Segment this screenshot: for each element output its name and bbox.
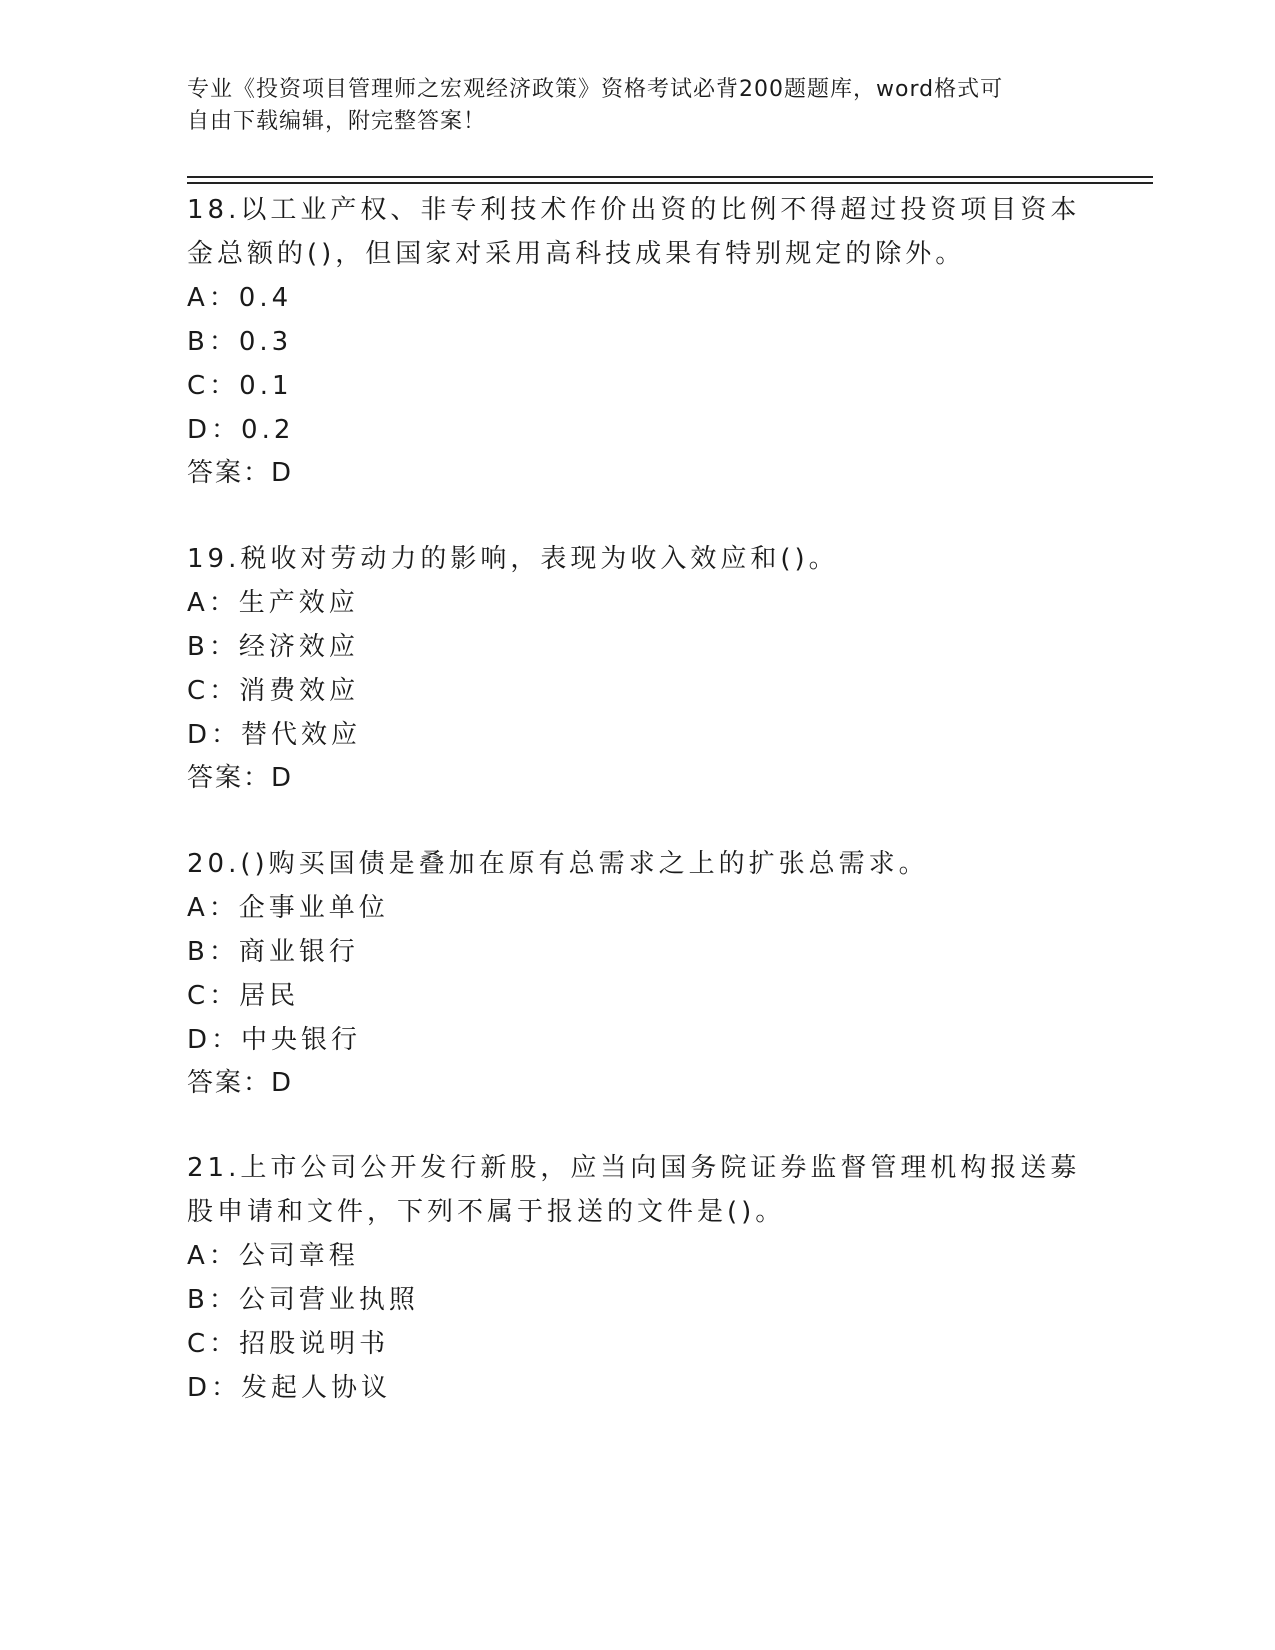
- document-header: [187, 74, 1067, 138]
- option-d: D：0.2: [187, 415, 295, 445]
- question-21: [187, 1146, 1087, 1410]
- option-b: B：经济效应: [187, 632, 359, 662]
- question-20: [187, 842, 1087, 1104]
- option-c: C：居民: [187, 981, 300, 1011]
- answer-value: D: [271, 458, 294, 488]
- question-19: [187, 537, 1087, 799]
- question-text: 18.以工业产权、非专利技术作价出资的比例不得超过投资项目资本金总额的()，但国家对采用高科技成果有特别规定的除外。: [187, 195, 1081, 269]
- header-divider-bottom: [187, 182, 1153, 184]
- option-b: B：商业银行: [187, 937, 359, 967]
- question-text: 20.()购买国债是叠加在原有总需求之上的扩张总需求。: [187, 849, 929, 879]
- answer-line: [187, 452, 1087, 494]
- answer-value: D: [271, 1068, 294, 1098]
- answer-label: 答案：: [187, 458, 272, 488]
- option-d: D：中央银行: [187, 1025, 362, 1055]
- answer-line: [187, 1062, 1087, 1104]
- question-text: 21.上市公司公开发行新股，应当向国务院证券监督管理机构报送募股申请和文件，下列不属于报送的文件是()。: [187, 1153, 1081, 1227]
- answer-label: 答案：: [187, 1068, 272, 1098]
- option-d: D：替代效应: [187, 720, 362, 750]
- header-divider-top: [187, 176, 1153, 178]
- answer-value: D: [271, 763, 294, 793]
- option-b: B：0.3: [187, 327, 293, 357]
- answer-label: 答案：: [187, 763, 272, 793]
- question-text: 19.税收对劳动力的影响，表现为收入效应和()。: [187, 544, 839, 574]
- option-a: A：0.4: [187, 283, 293, 313]
- option-c: C：消费效应: [187, 676, 360, 706]
- answer-line: [187, 757, 1087, 799]
- option-a: A：公司章程: [187, 1241, 359, 1271]
- option-b: B：公司营业执照: [187, 1285, 419, 1315]
- question-18: [187, 188, 1087, 494]
- option-a: A：生产效应: [187, 588, 359, 618]
- header-line-2: 自由下载编辑，附完整答案！: [187, 109, 487, 134]
- header-line-1: 专业《投资项目管理师之宏观经济政策》资格考试必背200题题库，word格式可: [187, 77, 1004, 102]
- option-c: C：0.1: [187, 371, 293, 401]
- option-a: A：企事业单位: [187, 893, 389, 923]
- option-d: D：发起人协议: [187, 1373, 392, 1403]
- option-c: C：招股说明书: [187, 1329, 390, 1359]
